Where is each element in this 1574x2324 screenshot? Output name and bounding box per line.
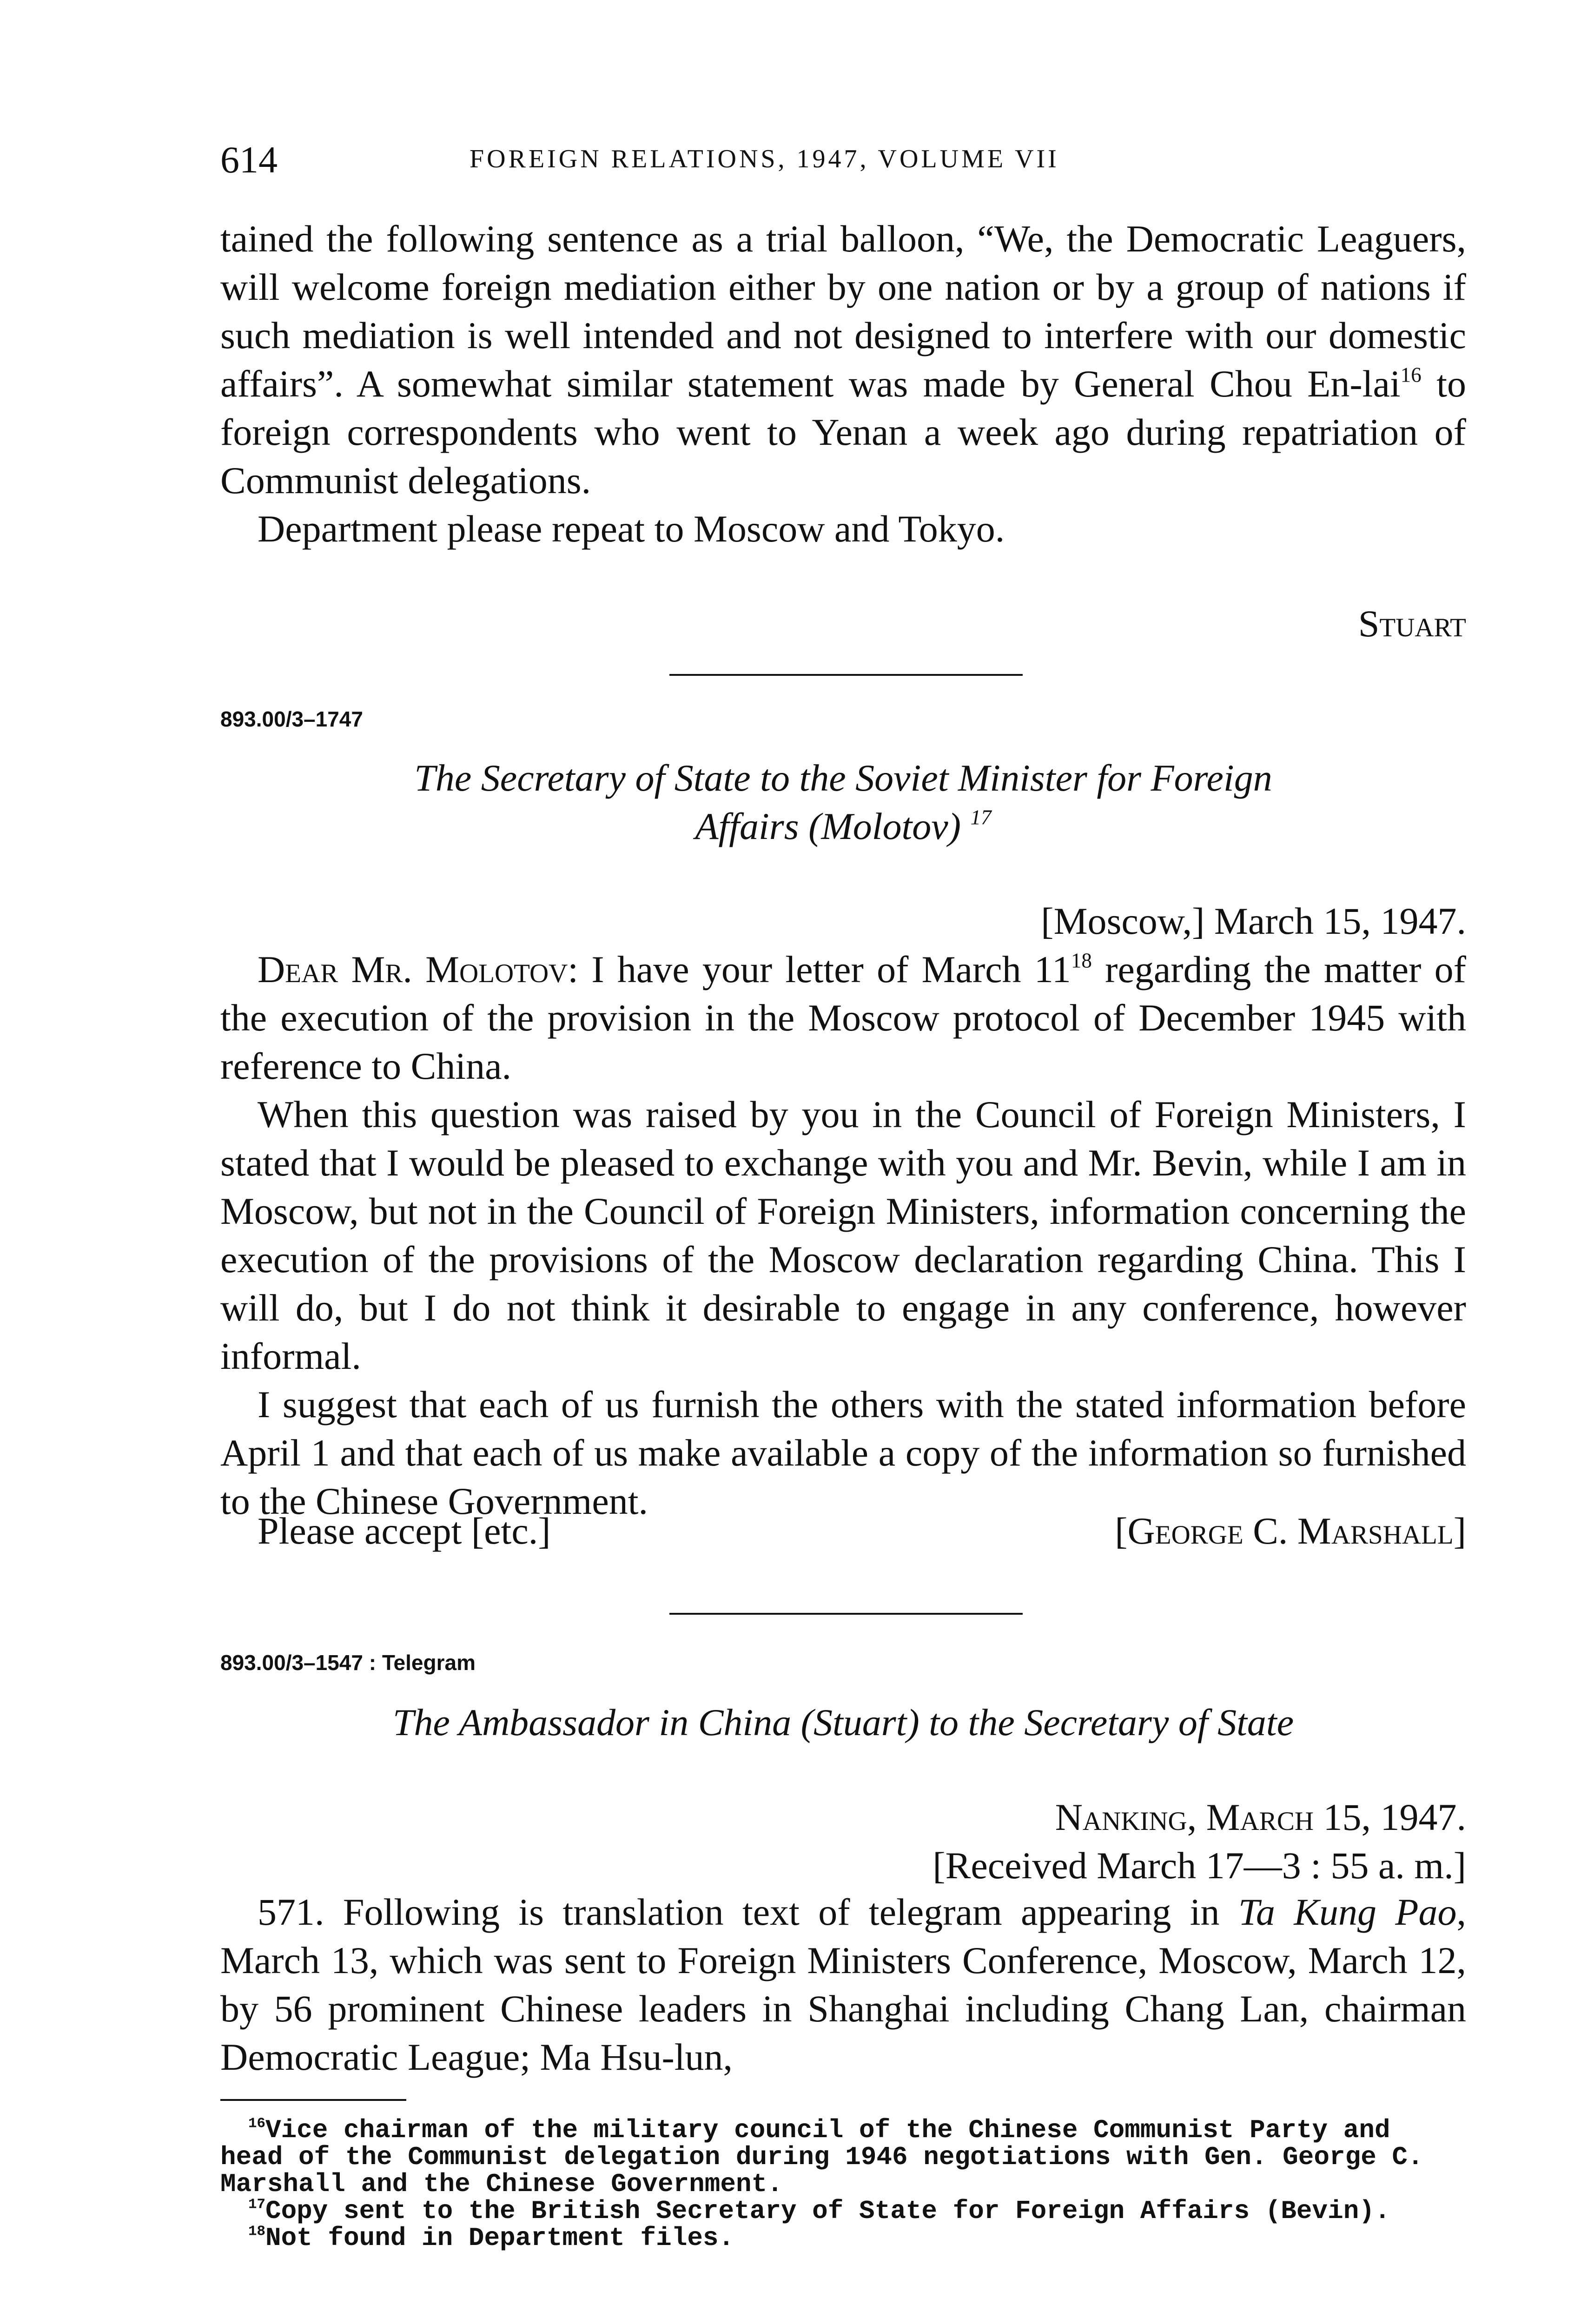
letter-paragraph: When this question was raised by you in the Council of Foreign Ministers, I stated that I would be pleased to exchange with you and Mr. Bevin, while I am in Moscow, but not in the Council of Foreign Ministers, information concerning the execution of the provisions of the Moscow declaration regarding China. This I will do, but I do not think it desirable to engage in any conference, however informal. [220, 1093, 1466, 1377]
repeat-instruction: Department please repeat to Moscow and Tokyo. [258, 508, 1005, 550]
footnote-rule [220, 2099, 406, 2101]
dateline: [Moscow,] March 15, 1947. [1041, 900, 1466, 942]
footnote-ref: 18 [1071, 949, 1092, 972]
signature-stuart: Stuart [1358, 602, 1466, 645]
closing: Please accept [etc.] [258, 1510, 551, 1552]
footnotes [220, 2117, 1466, 2251]
received-line: [Received March 17—3 : 55 a. m.] [932, 1844, 1466, 1887]
footnote: $^{16}$Vice chairman of the military council of the Chinese Communist Party and head of the Communist delegation during 1946 negotiations with Gen. George C. Marshall and the Chinese Government. [220, 2115, 1423, 2199]
document-title: The Ambassador in China (Stuart) to the Secretary of State [392, 1701, 1294, 1743]
dateline: Nanking, March 15, 1947. [1055, 1796, 1466, 1838]
salutation: Dear Mr. Molotov: [258, 948, 579, 990]
letter-body [220, 945, 1466, 1525]
telegram-body [220, 1888, 1466, 2081]
section-divider [669, 674, 1023, 676]
footnote-ref: 16 [1400, 363, 1422, 387]
file-number: 893.00/3–1547 : Telegram [220, 1651, 476, 1675]
continuation-paragraph: tained the following sentence as a trial balloon, “We, the Democratic Leaguers, will welcome foreign mediation either by one nation or by a group of nations if such mediation is well intended and not designed to interfere with our domestic affairs”. A somewhat similar statement was made by General Chou En-lai$^{16}$ to foreign correspondents who went to Yenan a week ago during repatriation of Communist delegations. [220, 218, 1466, 502]
document-title: The Secretary of State to the Soviet Minister for Foreign Affairs (Molotov) $^{17}$ [414, 757, 1272, 847]
section-divider [669, 1613, 1023, 1615]
telegram-paragraph: 571. Following is translation text of telegram appearing in Ta Kung Pao, March 13, which was sent to Foreign Ministers Conference, Moscow, March 12, by 56 prominent Chinese leaders in Shanghai including Chang Lan, chairman Democratic League; Ma Hsu-lun, [220, 1891, 1467, 2078]
page-number: 614 [220, 139, 278, 181]
footnote: $^{17}$Copy sent to the British Secretary of State for Foreign Affairs (Bevin). [248, 2196, 1390, 2226]
footnote: $^{18}$Not found in Department files. [248, 2223, 734, 2253]
letter-paragraph: I suggest that each of us furnish the others with the stated information before April 1 and that each of us make available a copy of the information so furnished to the Chinese Government. [220, 1383, 1466, 1522]
signature-marshall: [George C. Marshall] [1115, 1510, 1466, 1552]
continuation-text [220, 215, 1466, 553]
footnote-ref: 17 [970, 805, 992, 829]
file-number: 893.00/3–1747 [220, 707, 363, 731]
letter-paragraph: Dear Mr. Molotov: I have your letter of March $11^{18}$ regarding the matter of the execution of the provision in the Moscow protocol of December 1945 with reference to China. [220, 948, 1466, 1087]
running-title: FOREIGN RELATIONS, 1947, VOLUME VII [470, 145, 1059, 173]
